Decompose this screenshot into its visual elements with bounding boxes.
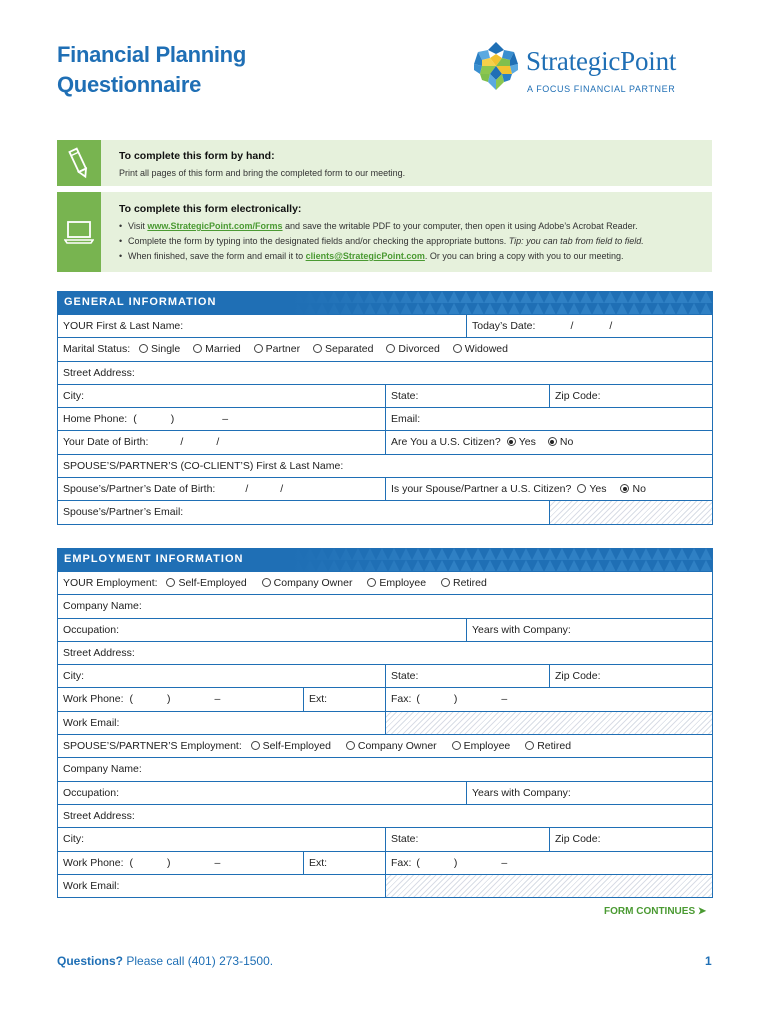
street-address-field[interactable] bbox=[58, 362, 712, 384]
row-marital-status bbox=[58, 337, 712, 360]
electronic-heading: To complete this form electronically: bbox=[119, 203, 302, 215]
logo-tagline: A FOCUS FINANCIAL PARTNER bbox=[527, 84, 676, 94]
row-street-address bbox=[58, 641, 712, 664]
phone-paren: ( bbox=[129, 856, 134, 869]
logo-mark-icon bbox=[472, 40, 520, 92]
field-label: Company Name: bbox=[63, 600, 142, 613]
phone-dash: – bbox=[501, 693, 508, 706]
list-item bbox=[119, 234, 704, 249]
option-label: Self-Employed bbox=[262, 740, 331, 753]
phone-dash: – bbox=[214, 856, 221, 869]
phone-paren: ) bbox=[453, 693, 458, 706]
spouse-occupation-field[interactable] bbox=[58, 782, 466, 804]
phone-paren: ( bbox=[416, 856, 420, 869]
radio-self-employed[interactable] bbox=[166, 578, 175, 587]
state-field[interactable] bbox=[385, 385, 549, 407]
email-link[interactable]: clients@StrategicPoint.com bbox=[305, 251, 425, 261]
work-street-address-field[interactable] bbox=[58, 642, 712, 664]
marital-status-group bbox=[58, 338, 712, 360]
radio-employee[interactable] bbox=[367, 578, 376, 587]
strategicpoint-logo bbox=[472, 40, 717, 100]
field-label: City: bbox=[63, 670, 84, 683]
spouse-work-zip-field[interactable] bbox=[549, 828, 712, 850]
field-label: City: bbox=[63, 389, 84, 402]
your-employment-group bbox=[58, 572, 712, 594]
field-label: Ext: bbox=[309, 856, 328, 869]
option-label: Widowed bbox=[464, 343, 508, 356]
phone-paren: ( bbox=[133, 413, 137, 426]
work-state-field[interactable] bbox=[385, 665, 549, 687]
field-label: State: bbox=[391, 389, 419, 402]
row-spouse-occupation bbox=[58, 781, 712, 804]
work-email-field[interactable] bbox=[58, 712, 385, 734]
list-item bbox=[119, 219, 704, 234]
bullet-text: and save the writable PDF to your computer, then open it using Adobe’s Acrobat Reader. bbox=[282, 221, 638, 231]
row-your-employment bbox=[58, 571, 712, 594]
spouse-dob-field[interactable] bbox=[58, 478, 385, 500]
date-of-birth-field[interactable] bbox=[58, 431, 385, 453]
field-label: Company Name: bbox=[63, 763, 142, 776]
spouse-name-field[interactable] bbox=[58, 455, 712, 477]
field-label: Fax: bbox=[391, 856, 412, 869]
hand-text: Print all pages of this form and bring the completed form to our meeting. bbox=[119, 168, 406, 178]
option-label: No bbox=[559, 436, 574, 449]
todays-date-field[interactable] bbox=[466, 315, 712, 337]
option-label: Company Owner bbox=[357, 740, 437, 753]
row-work-phone bbox=[58, 687, 712, 710]
email-field[interactable] bbox=[385, 408, 712, 430]
city-field[interactable] bbox=[58, 385, 385, 407]
spouse-work-ext-field[interactable] bbox=[303, 852, 385, 874]
phone-paren: ) bbox=[167, 856, 171, 869]
option-label: Yes bbox=[589, 483, 607, 496]
field-label: Is your Spouse/Partner a U.S. Citizen? bbox=[391, 483, 572, 496]
field-label: Zip Code: bbox=[555, 389, 601, 402]
phone-paren: ) bbox=[170, 413, 175, 426]
date-separator: / bbox=[245, 483, 249, 496]
field-label: Ext: bbox=[309, 693, 328, 706]
radio-retired[interactable] bbox=[441, 578, 450, 587]
bullet-text: Visit bbox=[128, 221, 148, 231]
date-separator: / bbox=[570, 320, 574, 332]
instructions-by-hand bbox=[57, 140, 712, 186]
row-spouse-work-phone bbox=[58, 851, 712, 874]
row-spouse-employment bbox=[58, 734, 712, 757]
tip-text: Tip: you can tab from field to field. bbox=[508, 236, 644, 246]
electronic-list bbox=[119, 219, 704, 264]
row-spouse-work-email bbox=[58, 874, 712, 897]
radio-spouse-citizen-yes[interactable] bbox=[577, 484, 586, 493]
row-street-address bbox=[58, 361, 712, 384]
bullet-text: Complete the form by typing into the designated fields and/or checking the appropriate buttons. bbox=[128, 236, 509, 246]
questions-label: Questions? bbox=[57, 954, 124, 968]
home-phone-field[interactable] bbox=[58, 408, 385, 430]
field-label: Street Address: bbox=[63, 646, 135, 659]
row-city-state-zip bbox=[58, 664, 712, 687]
row-occupation bbox=[58, 618, 712, 641]
radio-single[interactable] bbox=[139, 344, 148, 353]
hatched-blank-cell bbox=[549, 501, 712, 523]
occupation-field[interactable] bbox=[58, 619, 466, 641]
work-zip-field[interactable] bbox=[549, 665, 712, 687]
field-label: Your Date of Birth: bbox=[63, 436, 149, 449]
radio-spouse-self-employed[interactable] bbox=[251, 741, 260, 750]
section-title: EMPLOYMENT INFORMATION bbox=[64, 553, 244, 565]
work-city-field[interactable] bbox=[58, 665, 385, 687]
work-fax-field[interactable] bbox=[385, 688, 712, 710]
page-number: 1 bbox=[705, 954, 712, 968]
radio-married[interactable] bbox=[193, 344, 202, 353]
work-phone-field[interactable] bbox=[58, 688, 303, 710]
field-label: Spouse’s/Partner’s Email: bbox=[63, 506, 184, 519]
radio-widowed[interactable] bbox=[453, 344, 462, 353]
field-label: Street Address: bbox=[63, 809, 135, 822]
field-label: Email: bbox=[391, 413, 421, 426]
option-label: Single bbox=[151, 343, 181, 356]
option-label: Retired bbox=[537, 740, 572, 753]
radio-spouse-company-owner[interactable] bbox=[346, 741, 355, 750]
row-spouse-street-address bbox=[58, 804, 712, 827]
phone-paren: ( bbox=[129, 693, 134, 706]
row-spouse-name bbox=[58, 454, 712, 477]
spouse-years-with-company-field[interactable] bbox=[466, 782, 712, 804]
pattern-icon bbox=[292, 291, 712, 314]
radio-citizen-no[interactable] bbox=[548, 437, 557, 446]
phone-paren: ( bbox=[416, 693, 420, 706]
field-label: Home Phone: bbox=[63, 413, 128, 426]
work-ext-field[interactable] bbox=[303, 688, 385, 710]
option-label: Self-Employed bbox=[178, 577, 247, 589]
phone-dash: – bbox=[501, 856, 508, 869]
hatched-blank-cell bbox=[385, 875, 712, 897]
years-with-company-field[interactable] bbox=[466, 619, 712, 641]
phone-dash: – bbox=[214, 693, 221, 706]
phone-paren: ) bbox=[453, 856, 458, 869]
spouse-work-fax-field[interactable] bbox=[385, 852, 712, 874]
title-line-1: Financial Planning bbox=[57, 42, 246, 67]
row-phone-email bbox=[58, 407, 712, 430]
hand-heading: To complete this form by hand: bbox=[119, 150, 275, 162]
row-work-email bbox=[58, 711, 712, 734]
phone-dash: – bbox=[222, 413, 229, 426]
row-spouse-city-state-zip bbox=[58, 827, 712, 850]
employment-information-section bbox=[57, 548, 713, 898]
option-label: Company Owner bbox=[273, 577, 353, 589]
forms-link[interactable]: www.StrategicPoint.com/Forms bbox=[147, 221, 283, 231]
field-label: Work Email: bbox=[63, 879, 120, 892]
list-item bbox=[119, 249, 704, 264]
field-label: Work Phone: bbox=[63, 693, 124, 706]
field-label: State: bbox=[391, 833, 419, 846]
spouse-citizen-group bbox=[385, 478, 712, 500]
date-separator: / bbox=[180, 436, 184, 449]
title-line-2: Questionnaire bbox=[57, 72, 202, 97]
questions-footer bbox=[57, 954, 273, 968]
field-label: Occupation: bbox=[63, 786, 120, 799]
section-title: GENERAL INFORMATION bbox=[64, 296, 217, 308]
option-label: Partner bbox=[265, 343, 301, 356]
phone-text: Please call (401) 273-1500. bbox=[123, 954, 274, 968]
instructions-electronically bbox=[57, 192, 712, 272]
date-separator: / bbox=[609, 320, 613, 332]
spouse-work-email-field[interactable] bbox=[58, 875, 385, 897]
bullet-text: When finished, save the form and email it to bbox=[128, 251, 306, 261]
field-label: State: bbox=[391, 670, 419, 683]
row-spouse-email bbox=[58, 500, 712, 523]
field-label: Years with Company: bbox=[472, 623, 571, 636]
radio-company-owner[interactable] bbox=[262, 578, 271, 587]
date-separator: / bbox=[280, 483, 284, 496]
field-label: Today’s Date: bbox=[472, 320, 536, 332]
field-label: SPOUSE’S/PARTNER’S (CO-CLIENT’S) First & Last Name: bbox=[63, 459, 344, 472]
spouse-company-name-field[interactable] bbox=[58, 758, 712, 780]
field-label: YOUR First & Last Name: bbox=[63, 320, 184, 332]
general-information-section bbox=[57, 291, 713, 525]
radio-partner[interactable] bbox=[254, 344, 263, 353]
option-label: Employee bbox=[379, 577, 427, 589]
bullet-text: . Or you can bring a copy with you to our meeting. bbox=[424, 251, 624, 261]
your-name-field[interactable] bbox=[58, 315, 466, 337]
laptop-icon bbox=[57, 192, 101, 272]
field-label: Work Email: bbox=[63, 716, 120, 729]
field-label: City: bbox=[63, 833, 84, 846]
option-label: Yes bbox=[518, 436, 536, 449]
pencil-icon bbox=[57, 140, 101, 186]
company-name-field[interactable] bbox=[58, 595, 712, 617]
field-label: Street Address: bbox=[63, 366, 135, 379]
phone-paren: ) bbox=[167, 693, 171, 706]
radio-separated[interactable] bbox=[313, 344, 322, 353]
form-title bbox=[57, 40, 246, 100]
date-separator: / bbox=[216, 436, 220, 449]
field-label: Occupation: bbox=[63, 623, 120, 636]
radio-spouse-retired[interactable] bbox=[525, 741, 534, 750]
hatched-blank-cell bbox=[385, 712, 712, 734]
field-label: Spouse’s/Partner’s Date of Birth: bbox=[63, 483, 216, 496]
option-label: Divorced bbox=[398, 343, 440, 356]
spouse-email-field[interactable] bbox=[58, 501, 549, 523]
field-label: Marital Status: bbox=[63, 343, 131, 356]
radio-citizen-yes[interactable] bbox=[507, 437, 516, 446]
row-company-name bbox=[58, 594, 712, 617]
section-heading bbox=[58, 548, 712, 571]
citizen-group bbox=[385, 431, 712, 453]
spouse-work-phone-field[interactable] bbox=[58, 852, 303, 874]
row-dob-citizen bbox=[58, 430, 712, 453]
field-label: Work Phone: bbox=[63, 856, 124, 869]
field-label: Zip Code: bbox=[555, 670, 601, 683]
row-spouse-dob-citizen bbox=[58, 477, 712, 500]
spouse-employment-group bbox=[58, 735, 712, 757]
field-label: Are You a U.S. Citizen? bbox=[391, 436, 501, 449]
spouse-work-city-field[interactable] bbox=[58, 828, 385, 850]
radio-spouse-employee[interactable] bbox=[452, 741, 461, 750]
radio-spouse-citizen-no[interactable] bbox=[620, 484, 629, 493]
field-label: Zip Code: bbox=[555, 833, 601, 846]
section-heading bbox=[58, 291, 712, 314]
row-spouse-company-name bbox=[58, 757, 712, 780]
row-city-state-zip bbox=[58, 384, 712, 407]
form-continues-label: FORM CONTINUES ➤ bbox=[604, 906, 707, 917]
option-label: Separated bbox=[325, 343, 374, 356]
option-label: No bbox=[632, 483, 646, 496]
spouse-work-state-field[interactable] bbox=[385, 828, 549, 850]
option-label: Retired bbox=[452, 577, 487, 589]
option-label: Married bbox=[205, 343, 241, 356]
pattern-icon bbox=[292, 548, 712, 571]
zip-field[interactable] bbox=[549, 385, 712, 407]
field-label: SPOUSE’S/PARTNER’S Employment: bbox=[63, 740, 242, 753]
field-label: YOUR Employment: bbox=[63, 577, 158, 589]
field-label: Fax: bbox=[391, 693, 412, 706]
logo-name: StrategicPoint bbox=[526, 46, 677, 76]
option-label: Employee bbox=[463, 740, 511, 753]
spouse-work-street-field[interactable] bbox=[58, 805, 712, 827]
radio-divorced[interactable] bbox=[386, 344, 395, 353]
row-your-name bbox=[58, 314, 712, 337]
field-label: Years with Company: bbox=[472, 786, 571, 799]
